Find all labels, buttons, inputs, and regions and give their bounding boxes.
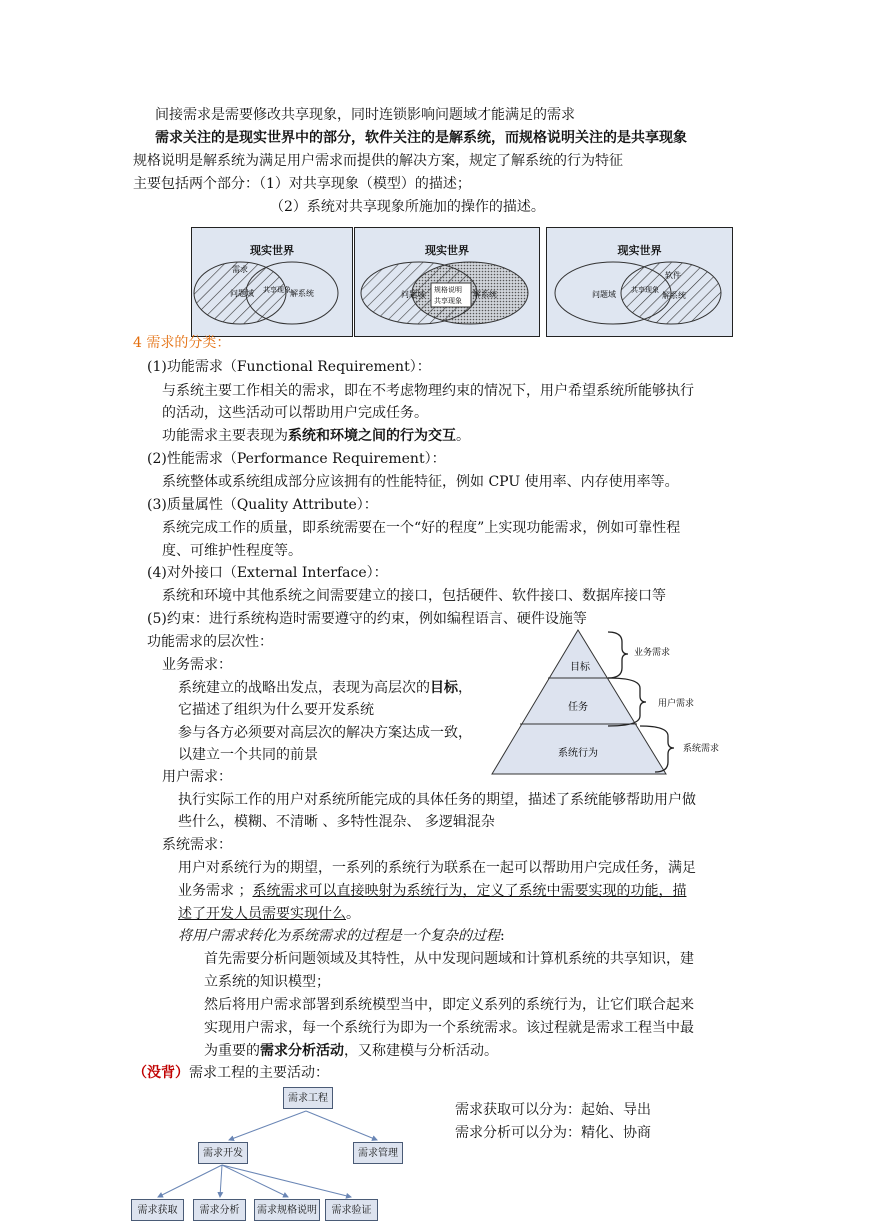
text-segment: 。 (346, 906, 360, 922)
activities-note-1: 需求获取可以分为：起始、导出 (455, 1102, 651, 1118)
node-validation: 需求验证 (325, 1199, 378, 1221)
shared-label: 共享现象 (434, 297, 462, 305)
connector (306, 1111, 377, 1140)
text-segment: 系统建立的战略出发点，表现为高层次的 (178, 680, 430, 696)
quality-attr-line-2: 度、可维护性程度等。 (162, 543, 302, 559)
text-segment: 功能需求主要表现为 (162, 428, 288, 444)
functional-req-line-3 (162, 426, 470, 446)
text-segment: ，又称建模与分析活动。 (344, 1043, 498, 1059)
solution-label: 解系统 (662, 291, 686, 300)
shared-label: 共享现象 (263, 286, 291, 294)
emphasis-text: 目标 (430, 680, 458, 696)
italic-text: 将用户需求转化为系统需求的过程是一个复杂的过程 (178, 928, 500, 944)
connector (222, 1165, 351, 1197)
underlined-text: 系统需求可以直接映射为系统行为，定义了系统中需要实现的功能，描 (252, 883, 687, 899)
text-segment: 。 (456, 428, 470, 444)
pyramid-mid-label: 任务 (568, 702, 588, 713)
venn-diagram-1 (192, 228, 352, 336)
problem-label: 问题域 (401, 290, 425, 299)
system-req-line-3 (178, 904, 360, 924)
label-user-req: 用户需求 (658, 699, 695, 709)
hierarchy-heading: 功能需求的层次性： (147, 634, 273, 650)
intro-line-5: （2）系统对共享现象所施加的操作的描述。 (270, 199, 545, 215)
business-req-line-1 (178, 678, 472, 698)
business-req-line-4: 以建立一个共同的前景 (178, 747, 318, 763)
problem-label: 问题域 (230, 289, 254, 298)
connector (158, 1165, 222, 1197)
venn-panel-title: 现实世界 (250, 244, 294, 257)
business-req-line-3: 参与各方必须要对高层次的解决方案达成一致， (178, 725, 472, 741)
not-memorized-tag: （没背） (133, 1065, 189, 1081)
emphasis-text: 系统和环境之间的行为交互 (288, 428, 456, 444)
node-requirements-engineering: 需求工程 (283, 1087, 333, 1109)
intro-line-3: 规格说明是解系统为满足用户需求而提供的解决方案，规定了解系统的行为特征 (133, 153, 623, 169)
node-elicitation: 需求获取 (131, 1199, 184, 1221)
node-specification: 需求规格说明 (254, 1199, 320, 1221)
constraints-line: (5)约束：进行系统构造时需要遵守的约束，例如编程语言、硬件设施等 (147, 611, 587, 627)
external-interface-title: (4)对外接口（External Interface）： (147, 565, 388, 581)
functional-req-title: (1)功能需求（Functional Requirement）： (147, 359, 431, 375)
node-analysis: 需求分析 (193, 1199, 246, 1221)
quality-attr-title: (3)质量属性（Quality Attribute）： (147, 497, 378, 513)
venn-panel-requirements (191, 227, 353, 337)
pyramid-top-label: 目标 (570, 662, 590, 673)
text-segment: 需求工程的主要活动： (189, 1065, 329, 1081)
transformation-line-3: 然后将用户需求部署到系统模型当中，即定义系列的系统行为，让它们联合起来 (204, 997, 694, 1013)
solution-label: 解系统 (473, 290, 497, 299)
venn-panel-title: 现实世界 (425, 244, 469, 257)
solution-label: 解系统 (290, 289, 314, 298)
emphasis-text: 需求分析活动 (260, 1043, 344, 1059)
connector (229, 1111, 306, 1140)
text-segment: 为重要的 (204, 1043, 260, 1059)
venn-panel-spec (354, 227, 540, 337)
connector (222, 1165, 288, 1197)
transformation-line-5 (204, 1041, 498, 1061)
performance-req-line-1: 系统整体或系统组成部分应该拥有的性能特征，例如 CPU 使用率、内存使用率等。 (162, 474, 679, 490)
business-req-heading: 业务需求： (162, 657, 232, 673)
external-interface-line-1: 系统和环境中其他系统之间需要建立的接口，包括硬件、软件接口、数据库接口等 (162, 588, 666, 604)
label-system-req: 系统需求 (683, 744, 720, 754)
req-label: 需求 (232, 265, 248, 274)
user-req-heading: 用户需求： (162, 769, 232, 785)
connector (220, 1165, 222, 1197)
intro-line-2: 需求关注的是现实世界中的部分，软件关注的是解系统，而规格说明关注的是共享现象 (155, 130, 687, 146)
quality-attr-line-1: 系统完成工作的质量，即系统需要在一个“好的程度”上实现功能需求，例如可靠性程 (162, 520, 681, 536)
brace-business (608, 632, 628, 678)
functional-req-line-1: 与系统主要工作相关的需求，即在不考虑物理约束的情况下，用户希望系统所能够执行 (162, 383, 694, 399)
text-segment: ， (458, 680, 472, 696)
activities-heading (133, 1063, 329, 1083)
business-req-line-2: 它描述了组织为什么要开发系统 (178, 702, 374, 718)
node-requirements-development: 需求开发 (198, 1142, 248, 1164)
transformation-heading (178, 926, 505, 946)
node-requirements-management: 需求管理 (353, 1142, 403, 1164)
transformation-line-2: 立系统的知识模型； (204, 974, 330, 990)
venn-diagram-3 (547, 228, 732, 336)
functional-req-line-2: 的活动，这些活动可以帮助用户完成任务。 (162, 405, 428, 421)
intro-line-1: 间接需求是需要修改共享现象，同时连锁影响问题域才能满足的需求 (155, 107, 575, 123)
shared-label: 共享现象 (631, 286, 659, 294)
system-req-heading: 系统需求： (162, 837, 232, 853)
section-4-heading: 4 需求的分类： (133, 335, 231, 351)
underlined-text: 述了开发人员需要实现什么 (178, 906, 346, 922)
spec-label: 规格说明 (434, 286, 462, 294)
problem-label: 问题域 (592, 290, 616, 299)
venn-panel-software (546, 227, 733, 337)
activities-note-2: 需求分析可以分为：精化、协商 (455, 1125, 651, 1141)
performance-req-title: (2)性能需求（Performance Requirement）： (147, 451, 446, 467)
user-req-line-2: 些什么，模糊、不清晰 、多特性混杂、 多逻辑混杂 (178, 814, 495, 830)
system-req-line-2 (178, 881, 686, 901)
intro-line-4: 主要包括两个部分：（1）对共享现象（模型）的描述； (133, 176, 471, 192)
text-segment: : (500, 928, 505, 944)
transformation-line-4: 实现用户需求，每一个系统行为即为一个系统需求。该过程就是需求工程当中最 (204, 1020, 694, 1036)
system-req-line-1: 用户对系统行为的期望，一系列的系统行为联系在一起可以帮助用户完成任务，满足 (178, 860, 696, 876)
requirements-pyramid (490, 628, 750, 778)
venn-diagram-2 (355, 228, 539, 336)
transformation-line-1: 首先需要分析问题领域及其特性，从中发现问题域和计算机系统的共享知识，建 (204, 951, 694, 967)
venn-panel-title: 现实世界 (617, 244, 662, 257)
text-segment: 业务需求 ； (178, 883, 253, 899)
pyramid-bottom-label: 系统行为 (558, 748, 598, 759)
software-label: 软件 (665, 271, 681, 280)
label-business-req: 业务需求 (634, 648, 671, 658)
user-req-line-1: 执行实际工作的用户对系统所能完成的具体任务的期望，描述了系统能够帮助用户做 (178, 792, 696, 808)
